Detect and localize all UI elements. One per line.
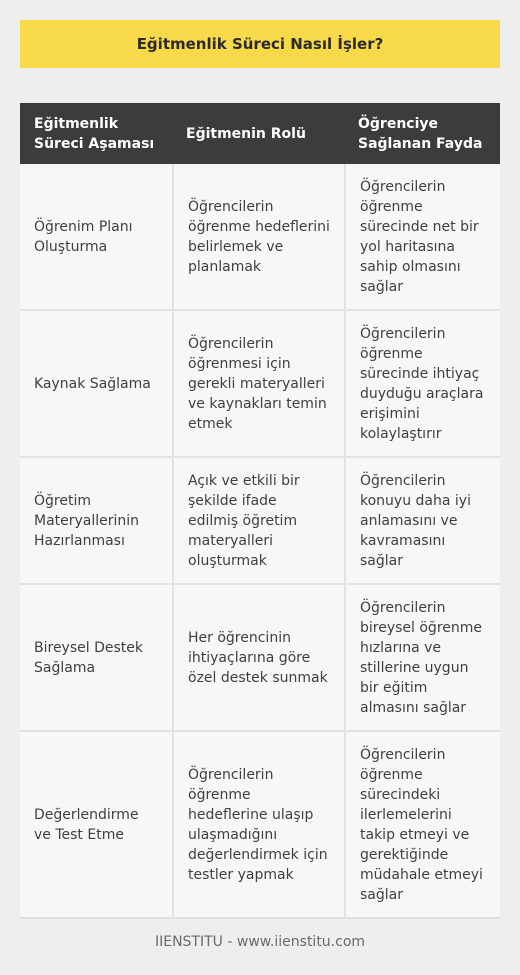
cell-benefit: Öğrencilerin bireysel öğrenme hızlarına ve stillerine uygun bir eğitim almasını sağlar (344, 585, 500, 732)
title-banner (20, 20, 500, 68)
cell-stage: Öğretim Materyallerinin Hazırlanması (20, 458, 172, 585)
cell-benefit: Öğrencilerin öğrenme sürecinde ihtiyaç duyduğu araçlara erişimini kolaylaştırır (344, 311, 500, 458)
cell-stage: Kaynak Sağlama (20, 311, 172, 458)
cell-benefit: Öğrencilerin öğrenme sürecindeki ilerlemelerini takip etmeyi ve gerektiğinde müdahale etmeyi sağlar (344, 732, 500, 919)
footer-credit: IIENSTITU - www.iienstitu.com (154, 934, 366, 950)
cell-stage: Bireysel Destek Sağlama (20, 585, 172, 732)
table-row (20, 732, 500, 919)
cell-benefit: Öğrencilerin konuyu daha iyi anlamasını ve kavramasını sağlar (344, 458, 500, 585)
header-role: Eğitmenin Rolü (172, 103, 344, 164)
cell-role: Öğrencilerin öğrenme hedeflerini belirlemek ve planlamak (172, 164, 344, 311)
table-row (20, 585, 500, 732)
table-row (20, 164, 500, 311)
table-row (20, 458, 500, 585)
cell-stage: Değerlendirme ve Test Etme (20, 732, 172, 919)
header-stage: Eğitmenlik Süreci Aşaması (20, 103, 172, 164)
cell-benefit: Öğrencilerin öğrenme sürecinde net bir yol haritasına sahip olmasını sağlar (344, 164, 500, 311)
process-table (20, 103, 500, 919)
page-title: Eğitmenlik Süreci Nasıl İşler? (136, 35, 384, 53)
header-benefit: Öğrenciye Sağlanan Fayda (344, 103, 500, 164)
cell-role: Açık ve etkili bir şekilde ifade edilmiş öğretim materyalleri oluşturmak (172, 458, 344, 585)
cell-role: Her öğrencinin ihtiyaçlarına göre özel destek sunmak (172, 585, 344, 732)
table-header-row (20, 103, 500, 164)
cell-role: Öğrencilerin öğrenme hedeflerine ulaşıp ulaşmadığını değerlendirmek için testler yapmak (172, 732, 344, 919)
table-row (20, 311, 500, 458)
cell-role: Öğrencilerin öğrenmesi için gerekli materyalleri ve kaynakları temin etmek (172, 311, 344, 458)
cell-stage: Öğrenim Planı Oluşturma (20, 164, 172, 311)
